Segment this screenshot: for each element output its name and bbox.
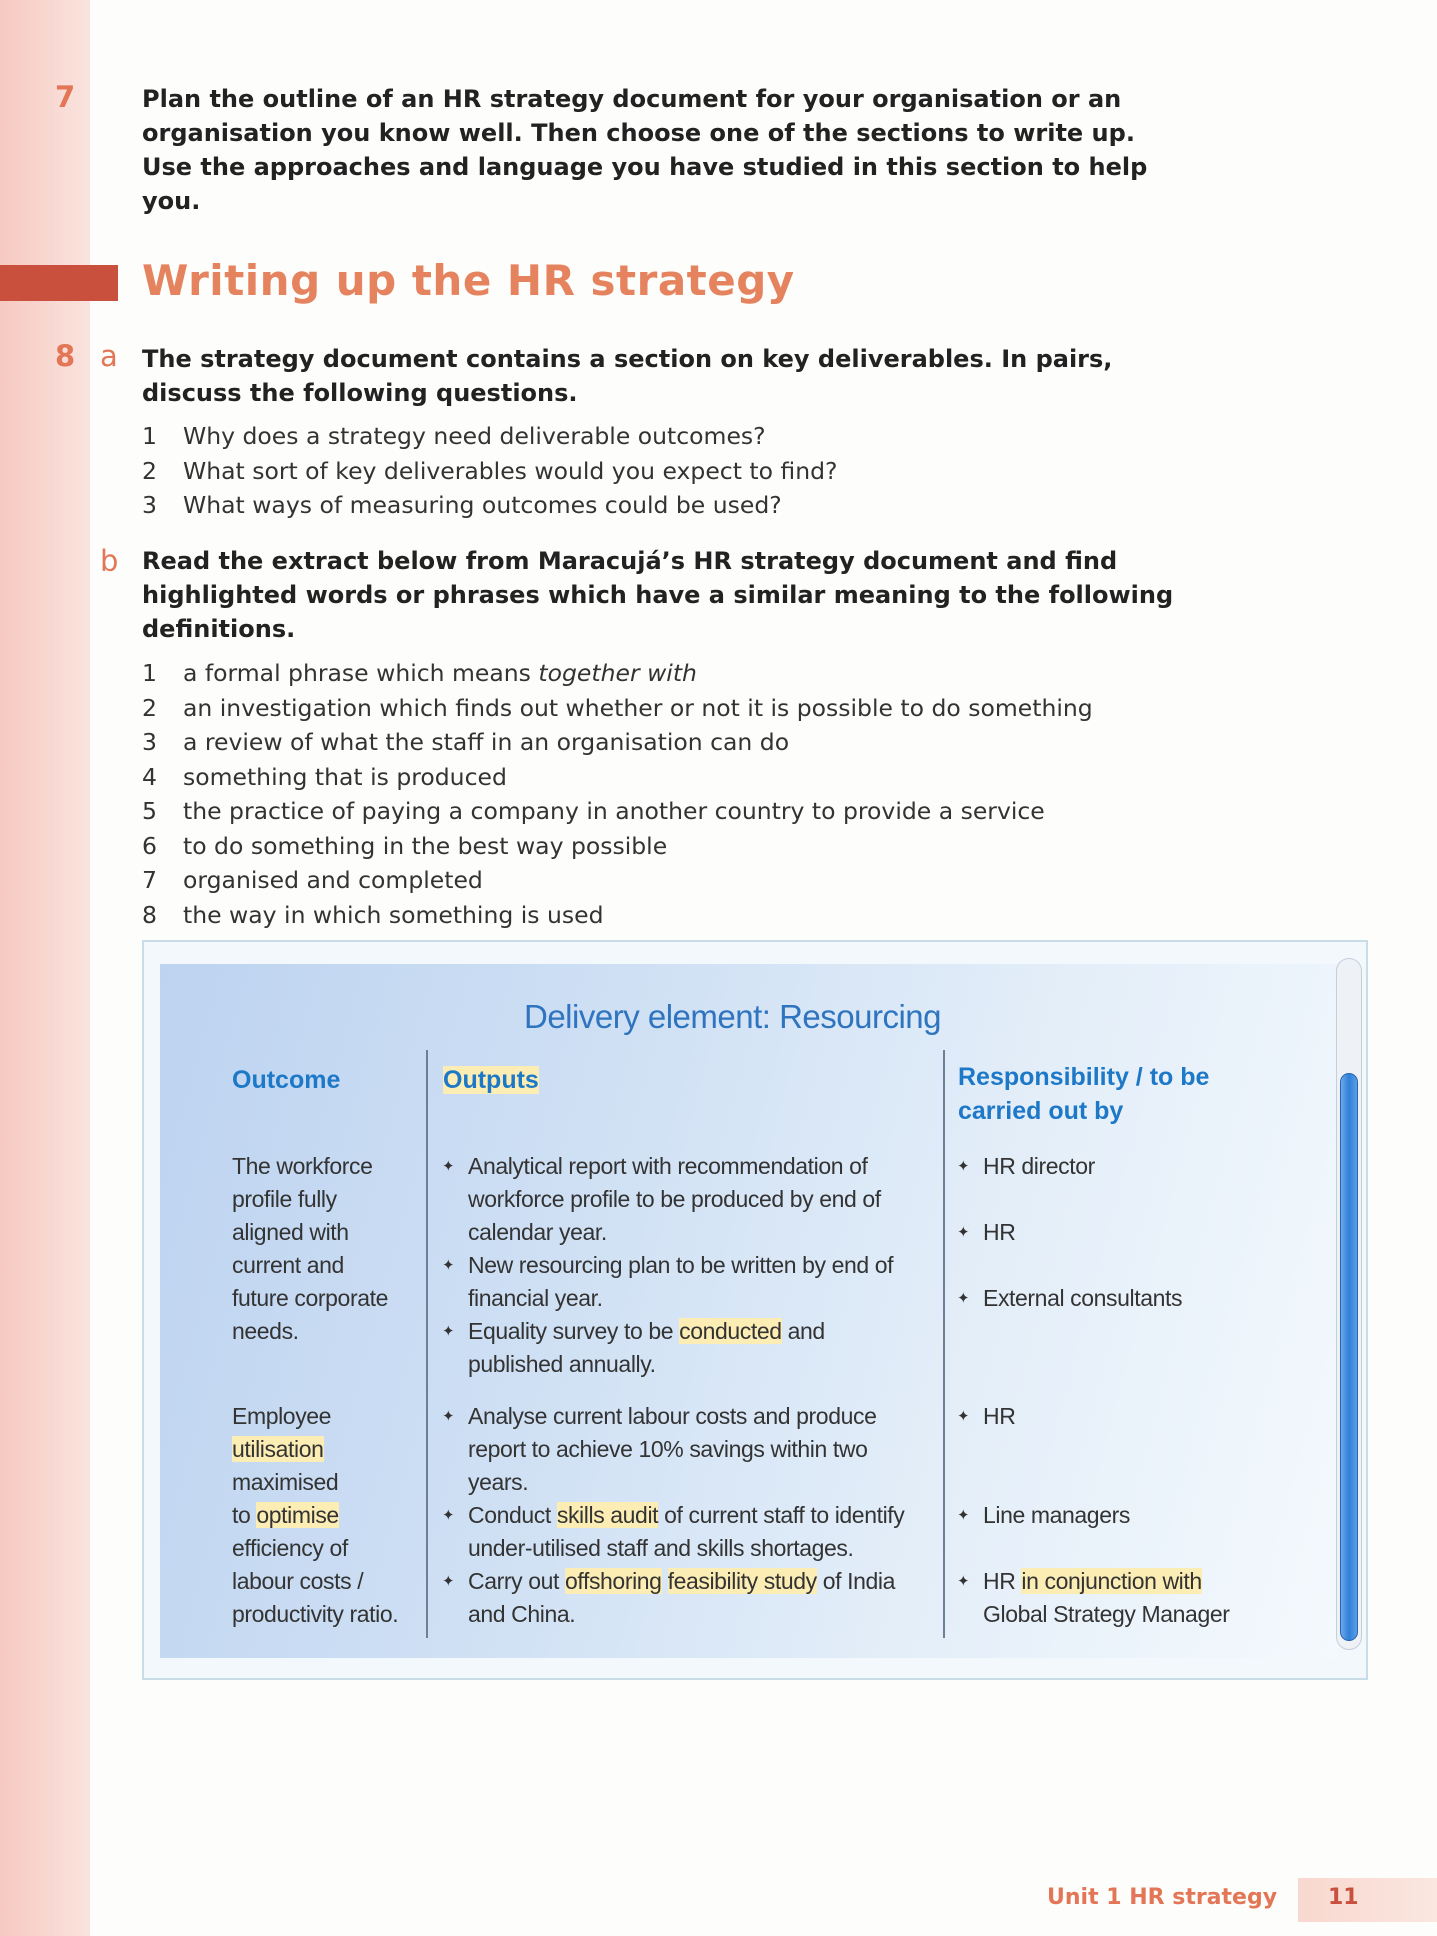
page-number-tab xyxy=(1298,1878,1437,1922)
list-item: ✦ New resourcing plan to be written by end of financial year. xyxy=(442,1249,937,1315)
exercise-8b-definitions xyxy=(142,656,1093,932)
page-number: 11 xyxy=(1328,1885,1359,1910)
list-item: ✦ Equality survey to be conducted and published annually. xyxy=(442,1315,937,1381)
column-header-outputs: Outputs xyxy=(443,1066,539,1094)
list-item: 2 What sort of key deliverables would you expect to find? xyxy=(142,456,838,485)
table-row-2-outcome: Employee utilisation maximised to optimise efficiency of labour costs / productivity ratio. xyxy=(232,1403,399,1627)
exercise-8b-instruction: Read the extract below from Maracujá’s HR strategy document and find highlighted words or phrases which have a similar meaning to the following definitions. xyxy=(142,547,1174,643)
exercise-8a-questions xyxy=(142,419,838,523)
list-item: ✦ External consultants xyxy=(957,1282,1257,1315)
exercise-8a-letter: a xyxy=(100,339,118,373)
list-item: ✦ HR in conjunction with Global Strategy Manager xyxy=(957,1565,1277,1631)
table-row-1-responsibility xyxy=(957,1150,1257,1315)
list-item: 7 organised and completed xyxy=(142,866,483,894)
exercise-7-number: 7 xyxy=(55,80,76,114)
list-item: 3 What ways of measuring outcomes could be used? xyxy=(142,491,782,519)
list-item: 3 a review of what the staff in an organisation can do xyxy=(142,728,790,756)
list-item: 8 the way in which something is used xyxy=(142,900,604,929)
table-title: Delivery element: Resourcing xyxy=(524,998,942,1035)
column-divider xyxy=(943,1050,945,1638)
list-item: 5 the practice of paying a company in another country to provide a service xyxy=(142,797,1045,825)
column-header-outcome: Outcome xyxy=(232,1066,341,1094)
list-item: ✦ Analyse current labour costs and produce report to achieve 10% savings within two years. xyxy=(442,1400,937,1499)
column-header-responsibility: Responsibility / to be carried out by xyxy=(958,1063,1210,1125)
list-item: ✦ Analytical report with recommendation of workforce profile to be produced by end of calendar year. xyxy=(442,1150,937,1249)
list-item: 4 something that is produced xyxy=(142,762,507,791)
list-item: ✦ Line managers xyxy=(957,1499,1277,1532)
list-item: 1 Why does a strategy need deliverable outcomes? xyxy=(142,422,766,450)
table-row-1-outcome: The workforce profile fully aligned with current and future corporate needs. xyxy=(232,1153,388,1344)
list-item: ✦ HR xyxy=(957,1400,1277,1433)
section-heading: Writing up the HR strategy xyxy=(142,256,795,305)
section-marker-bar xyxy=(0,265,118,301)
scrollbar-thumb[interactable] xyxy=(1340,1073,1358,1641)
list-item: ✦ Carry out offshoring feasibility study of India and China. xyxy=(442,1565,937,1631)
list-item: 2 an investigation which finds out whether or not it is possible to do something xyxy=(142,693,1093,722)
table-row-1-outputs xyxy=(442,1150,937,1381)
list-item: 1 a formal phrase which means together with xyxy=(142,659,697,687)
exercise-8b-letter: b xyxy=(100,544,119,578)
list-item: 6 to do something in the best way possible xyxy=(142,831,668,860)
exercise-8-number: 8 xyxy=(55,339,76,373)
list-item: ✦ HR xyxy=(957,1216,1257,1249)
footer-unit-title: Unit 1 HR strategy xyxy=(1047,1885,1278,1910)
exercise-7-instruction: Plan the outline of an HR strategy document for your organisation or an organisation you know well. Then choose one of the sections to write up. Use the approaches and language you have studied in this section to help you. xyxy=(142,85,1148,215)
column-divider xyxy=(426,1050,428,1638)
table-row-2-outputs xyxy=(442,1400,937,1631)
list-item: ✦ HR director xyxy=(957,1150,1257,1183)
exercise-8a-instruction: The strategy document contains a section on key deliverables. In pairs, discuss the following questions. xyxy=(142,345,1113,407)
table-row-2-responsibility xyxy=(957,1400,1277,1631)
list-item: ✦ Conduct skills audit of current staff to identify under-utilised staff and skills shortages. xyxy=(442,1499,937,1565)
